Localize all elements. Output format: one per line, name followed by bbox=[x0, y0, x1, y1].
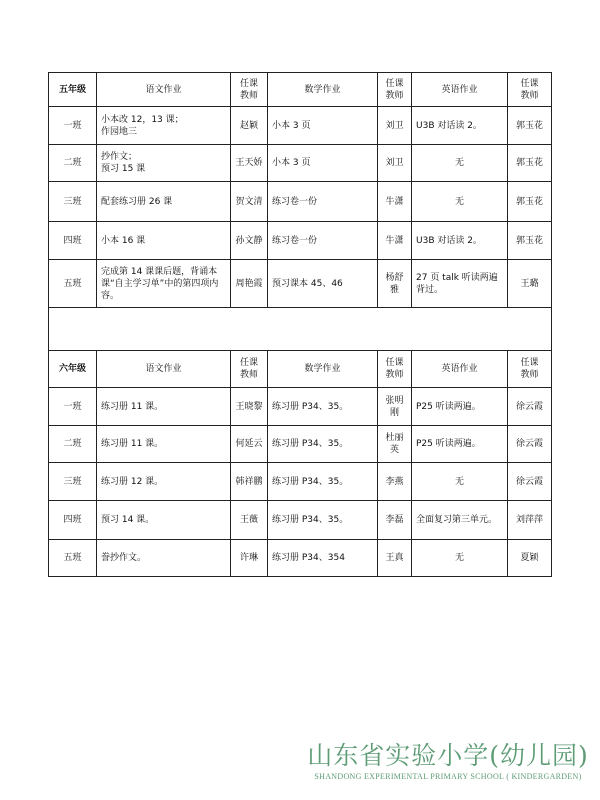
english-teacher: 徐云霞 bbox=[508, 426, 552, 463]
blank-cell bbox=[49, 308, 552, 351]
chinese-teacher: 王晓黎 bbox=[231, 388, 268, 426]
teacher-header: 任课 教师 bbox=[508, 351, 552, 388]
chinese-homework: 小本改 12，13 课； 作园地三 bbox=[97, 107, 231, 145]
teacher-header: 任课 教师 bbox=[231, 351, 268, 388]
table-row bbox=[49, 107, 552, 145]
chinese-homework: 练习册 11 课。 bbox=[97, 426, 231, 463]
grade-label: 六年级 bbox=[49, 351, 97, 388]
class-name: 一班 bbox=[49, 388, 97, 426]
math-homework: 练习册 P34、354 bbox=[268, 540, 378, 577]
math-homework: 小本 3 页 bbox=[268, 107, 378, 145]
class-name: 三班 bbox=[49, 182, 97, 222]
english-teacher: 王璐 bbox=[508, 260, 552, 308]
table-row bbox=[49, 145, 552, 182]
math-teacher: 王真 bbox=[378, 540, 412, 577]
table-row bbox=[49, 260, 552, 308]
homework-table bbox=[48, 72, 552, 577]
math-homework: 练习册 P34、35。 bbox=[268, 388, 378, 426]
chinese-homework: 小本 16 课 bbox=[97, 222, 231, 260]
chinese-homework: 预习 14 课。 bbox=[97, 501, 231, 540]
english-homework: P25 听读两遍。 bbox=[412, 388, 508, 426]
math-homework: 练习卷一份 bbox=[268, 182, 378, 222]
math-teacher: 牛潇 bbox=[378, 182, 412, 222]
table-row bbox=[49, 182, 552, 222]
math-teacher: 杨舒 雅 bbox=[378, 260, 412, 308]
chinese-teacher: 赵颖 bbox=[231, 107, 268, 145]
table-row bbox=[49, 222, 552, 260]
class-name: 四班 bbox=[49, 222, 97, 260]
chinese-homework: 誊抄作文。 bbox=[97, 540, 231, 577]
english-teacher: 夏颖 bbox=[508, 540, 552, 577]
chinese-teacher: 王薇 bbox=[231, 501, 268, 540]
chinese-homework: 抄作文； 预习 15 课 bbox=[97, 145, 231, 182]
english-teacher: 郭玉花 bbox=[508, 222, 552, 260]
teacher-header: 任课 教师 bbox=[508, 73, 552, 107]
english-homework: 27 页 talk 听读两遍背过。 bbox=[412, 260, 508, 308]
english-homework: 无 bbox=[412, 463, 508, 501]
school-logo bbox=[300, 740, 596, 782]
table-row bbox=[49, 501, 552, 540]
english-homework: P25 听读两遍。 bbox=[412, 426, 508, 463]
chinese-teacher: 孙文静 bbox=[231, 222, 268, 260]
table-row bbox=[49, 388, 552, 426]
grade5-header-row bbox=[49, 73, 552, 107]
class-name: 四班 bbox=[49, 501, 97, 540]
spacer-row bbox=[49, 308, 552, 351]
chinese-teacher: 韩祥鹏 bbox=[231, 463, 268, 501]
chinese-homework: 练习册 12 课。 bbox=[97, 463, 231, 501]
english-homework: U3B 对话读 2。 bbox=[412, 222, 508, 260]
teacher-header: 任课 教师 bbox=[378, 73, 412, 107]
math-homework: 练习册 P34、35。 bbox=[268, 426, 378, 463]
math-homework: 练习册 P34、35。 bbox=[268, 501, 378, 540]
table-row bbox=[49, 463, 552, 501]
math-teacher: 李燕 bbox=[378, 463, 412, 501]
english-homework: 无 bbox=[412, 182, 508, 222]
math-homework: 预习课本 45、46 bbox=[268, 260, 378, 308]
english-homework: 无 bbox=[412, 540, 508, 577]
table-row bbox=[49, 426, 552, 463]
math-teacher: 刘卫 bbox=[378, 145, 412, 182]
english-header: 英语作业 bbox=[412, 351, 508, 388]
math-homework: 练习册 P34、35。 bbox=[268, 463, 378, 501]
english-homework: 无 bbox=[412, 145, 508, 182]
class-name: 三班 bbox=[49, 463, 97, 501]
chinese-teacher: 周艳霞 bbox=[231, 260, 268, 308]
class-name: 五班 bbox=[49, 260, 97, 308]
english-teacher: 徐云霞 bbox=[508, 388, 552, 426]
english-teacher: 郭玉花 bbox=[508, 182, 552, 222]
chinese-header: 语文作业 bbox=[97, 73, 231, 107]
class-name: 二班 bbox=[49, 145, 97, 182]
math-header: 数学作业 bbox=[268, 351, 378, 388]
chinese-teacher: 何延云 bbox=[231, 426, 268, 463]
class-name: 二班 bbox=[49, 426, 97, 463]
school-name-english: SHANDONG EXPERIMENTAL PRIMARY SCHOOL ( KINDERGARDEN) bbox=[314, 772, 582, 781]
class-name: 一班 bbox=[49, 107, 97, 145]
english-homework: 全面复习第三单元。 bbox=[412, 501, 508, 540]
english-homework: U3B 对话读 2。 bbox=[412, 107, 508, 145]
math-teacher: 刘卫 bbox=[378, 107, 412, 145]
english-teacher: 郭玉花 bbox=[508, 107, 552, 145]
grade6-header-row bbox=[49, 351, 552, 388]
teacher-header: 任课 教师 bbox=[378, 351, 412, 388]
chinese-teacher: 贺文清 bbox=[231, 182, 268, 222]
chinese-header: 语文作业 bbox=[97, 351, 231, 388]
class-name: 五班 bbox=[49, 540, 97, 577]
math-header: 数学作业 bbox=[268, 73, 378, 107]
table-row bbox=[49, 540, 552, 577]
teacher-header: 任课 教师 bbox=[231, 73, 268, 107]
chinese-homework: 练习册 11 课。 bbox=[97, 388, 231, 426]
english-teacher: 郭玉花 bbox=[508, 145, 552, 182]
english-teacher: 刘萍萍 bbox=[508, 501, 552, 540]
chinese-teacher: 王天娇 bbox=[231, 145, 268, 182]
grade-label: 五年级 bbox=[49, 73, 97, 107]
chinese-homework: 配套练习册 26 课 bbox=[97, 182, 231, 222]
chinese-homework: 完成第 14 课课后题，背诵本课“自主学习单”中的第四项内容。 bbox=[97, 260, 231, 308]
school-name-chinese: 山东省实验小学(幼儿园) bbox=[307, 741, 589, 770]
chinese-teacher: 许琳 bbox=[231, 540, 268, 577]
math-homework: 小本 3 页 bbox=[268, 145, 378, 182]
english-teacher: 徐云霞 bbox=[508, 463, 552, 501]
math-homework: 练习卷一份 bbox=[268, 222, 378, 260]
math-teacher: 杜丽 英 bbox=[378, 426, 412, 463]
math-teacher: 李磊 bbox=[378, 501, 412, 540]
english-header: 英语作业 bbox=[412, 73, 508, 107]
math-teacher: 牛潇 bbox=[378, 222, 412, 260]
math-teacher: 张明 刚 bbox=[378, 388, 412, 426]
